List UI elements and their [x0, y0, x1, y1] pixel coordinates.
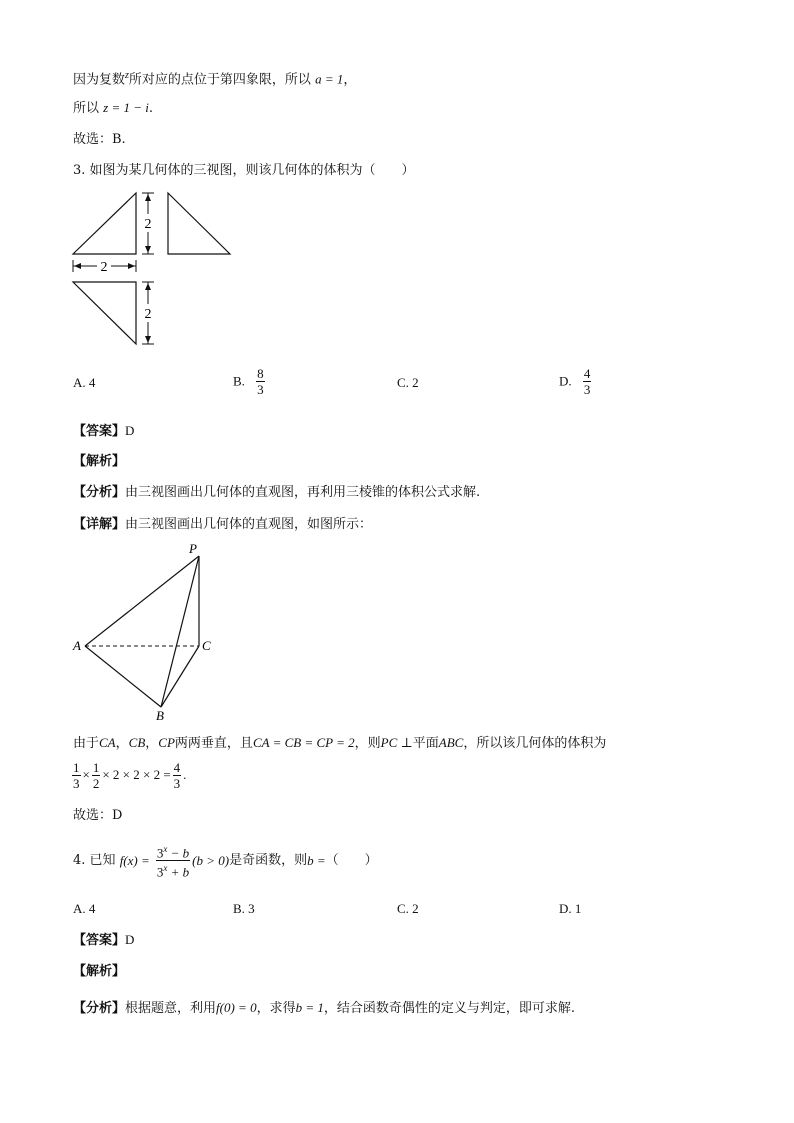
- q4-answer: 【答案】D: [73, 932, 135, 948]
- equation-z: z = 1 − i: [103, 100, 149, 115]
- edge-pa: [85, 556, 199, 646]
- q4-analysis-tag: 【解析】: [73, 964, 126, 979]
- q3-detail: 【详解】由三视图画出几何体的直观图，如图所示：: [73, 517, 373, 532]
- q4-option-c: C. 2: [397, 901, 419, 916]
- dim-front-height-label: 2: [144, 217, 152, 232]
- point-c-label: C: [202, 638, 211, 653]
- equation-a: a = 1: [315, 71, 344, 87]
- top-view-triangle: [73, 282, 136, 344]
- q3-explanation: 由于CA，CB，CP两两垂直，且CA = CB = CP = 2，则PC ⊥平面ABC，所以该几何体的体积为: [73, 735, 607, 751]
- q3-volume-formula: $\frac{1}{3}$ × $\frac{1}{2}$ × 2 × 2 × 2 = $\frac{4}{3}$ .: [73, 760, 187, 791]
- q4-option-b: B. 3: [233, 901, 255, 916]
- q3-option-b: B. $\frac{8}{3}$: [233, 366, 264, 397]
- edge-cb: [161, 646, 199, 707]
- q3-option-d: D. $\frac{4}{3}$: [559, 366, 591, 397]
- choice-line: 故选：B.: [73, 132, 126, 147]
- q3-answer: 【答案】D: [73, 423, 135, 439]
- q4-option-a: A. 4: [73, 901, 96, 916]
- dim-front-width-label: 2: [100, 260, 108, 275]
- q3-choose: 故选：D: [73, 808, 123, 823]
- q4-fenxi: 【分析】根据题意，利用f(0) = 0，求得b = 1，结合函数奇偶性的定义与判定，即可求解.: [73, 1000, 576, 1016]
- point-p-label: P: [189, 541, 197, 556]
- point-a-label: A: [73, 638, 81, 653]
- q3-option-a: A. 4: [73, 375, 96, 390]
- q3-fenxi: 【分析】由三视图画出几何体的直观图，再利用三棱锥的体积公式求解.: [73, 485, 481, 500]
- edge-pb: [161, 556, 199, 707]
- solution-line-2: 所以 z = 1 − i.: [73, 100, 154, 116]
- front-view-triangle: [73, 193, 136, 254]
- var-z: z: [125, 70, 129, 81]
- q4-option-d: D. 1: [559, 901, 582, 916]
- pyramid-figure: [70, 540, 230, 725]
- edge-ab: [85, 646, 161, 707]
- question-3-stem: 3. 如图为某几何体的三视图，则该几何体的体积为（ ）: [73, 163, 415, 178]
- side-view-triangle: [168, 193, 230, 254]
- dim-top-height-label: 2: [144, 307, 152, 322]
- q3-option-c: C. 2: [397, 375, 419, 390]
- question-4-stem: 4. 已知 f(x) = $\frac{3^x - b}{3^x + b}$ (b > 0)是奇函数，则b =（ ）: [73, 844, 378, 880]
- solution-line-1: 因为复数$^z$所对应的点位于第四象限，所以 a = 1，: [73, 70, 357, 88]
- three-view-figure: [66, 186, 242, 350]
- q3-analysis-tag: 【解析】: [73, 454, 126, 469]
- point-b-label: B: [156, 708, 164, 723]
